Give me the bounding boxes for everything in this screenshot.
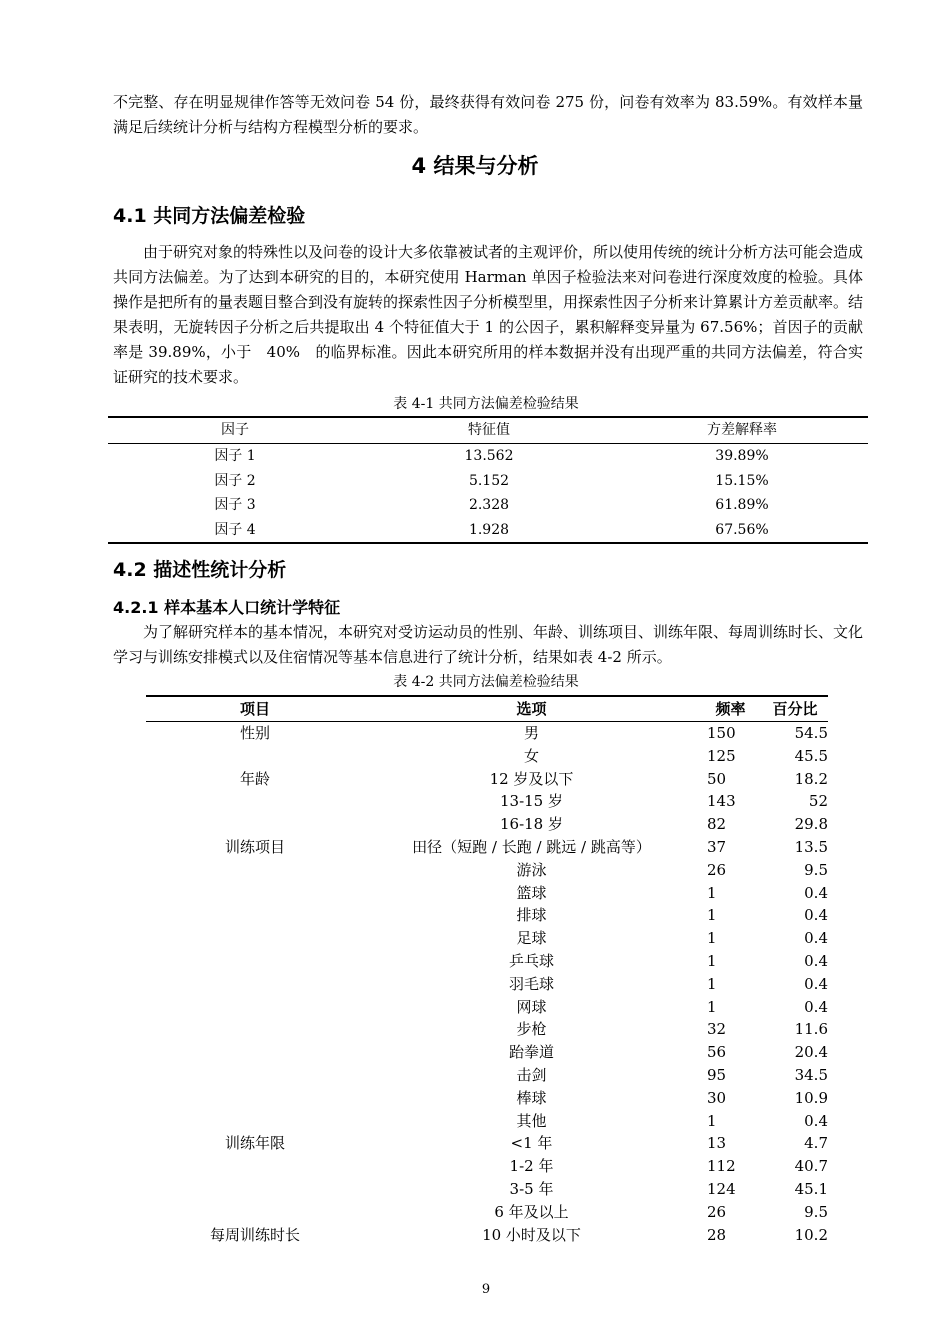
- table-row: [146, 1178, 828, 1201]
- table-header-row: [146, 696, 828, 722]
- table-cell: 跆拳道: [508, 1043, 554, 1062]
- table-cell: 16-18 岁: [499, 815, 563, 834]
- table-cell: 4.7: [804, 1134, 828, 1153]
- table-cell: 棒球: [516, 1088, 547, 1107]
- table-4-1-caption: 表 4-1 共同方法偏差检验结果: [393, 396, 579, 412]
- table-cell: 篮球: [516, 883, 547, 902]
- table-cell: 10 小时及以下: [482, 1225, 581, 1244]
- table-cell: 5.152: [468, 472, 510, 489]
- table-cell: 124: [707, 1179, 736, 1198]
- table-cell: 150: [707, 724, 736, 742]
- table-cell: 乒乓球: [508, 951, 554, 970]
- table-cell: 0.4: [804, 974, 828, 993]
- paragraph-4-2-1: 为了解研究样本的基本情况，本研究对受访运动员的性别、年龄、训练项目、训练年限、每周训练时长、文化学习与训练安排模式以及住宿情况等基本信息进行了统计分析，结果如表 4-2 所示。: [113, 623, 864, 666]
- table-cell: 39.89%: [715, 448, 769, 464]
- table-row: [146, 996, 828, 1019]
- table-4-2-caption: 表 4-2 共同方法偏差检验结果: [393, 674, 579, 690]
- table-row: [146, 1132, 828, 1155]
- table-cell: 0.4: [804, 906, 828, 925]
- table-cell: 羽毛球: [508, 974, 554, 993]
- table-4-1: [108, 416, 868, 544]
- table-cell: 1: [707, 883, 717, 902]
- table-cell: [146, 882, 364, 905]
- table-row: [146, 973, 828, 996]
- table-cell: 13.562: [464, 448, 514, 464]
- header-cell: 频率: [699, 696, 762, 722]
- table-cell: 54.5: [794, 724, 828, 742]
- table-cell: 9.5: [804, 860, 828, 879]
- table-cell: 45.1: [794, 1179, 828, 1198]
- table-4-1-body: [108, 444, 868, 544]
- subsection-title-4-2: 4.2 描述性统计分析: [113, 559, 287, 581]
- table-cell: [146, 859, 364, 882]
- table-cell: 男: [523, 724, 539, 742]
- table-cell: 37: [707, 837, 727, 856]
- subsection-title-4-1: 4.1 共同方法偏差检验: [113, 205, 306, 227]
- table-cell: 82: [707, 815, 727, 834]
- table-cell: 排球: [516, 906, 547, 925]
- table-cell: 训练年限: [224, 1134, 285, 1153]
- table-row: [146, 1224, 828, 1247]
- table-cell: 143: [707, 792, 736, 811]
- table-cell: 52: [808, 792, 828, 811]
- table-cell: 0.4: [804, 997, 828, 1016]
- table-row: [108, 518, 868, 544]
- table-row: [146, 1041, 828, 1064]
- table-cell: 125: [707, 746, 736, 765]
- table-cell: 40.7: [794, 1157, 828, 1176]
- table-cell: 击剑: [516, 1065, 547, 1084]
- table-cell: 女: [523, 746, 539, 765]
- table-row: [146, 1201, 828, 1224]
- section-title: 4 结果与分析: [411, 154, 539, 178]
- table-cell: 18.2: [794, 769, 828, 788]
- table-cell: 28: [707, 1225, 727, 1244]
- table-row: [108, 493, 868, 518]
- table-cell: 13-15 岁: [499, 792, 563, 811]
- table-row: [146, 722, 828, 745]
- table-cell: 1.928: [362, 518, 616, 544]
- table-cell: 性别: [239, 724, 270, 742]
- table-cell: 112: [707, 1157, 736, 1176]
- table-row: [146, 813, 828, 836]
- table-row: [146, 904, 828, 927]
- table-cell: 训练项目: [224, 837, 285, 856]
- table-cell: 1: [707, 1111, 717, 1130]
- table-header-row: [108, 417, 868, 444]
- table-cell: 45.5: [794, 746, 828, 765]
- table-cell: 年龄: [239, 769, 270, 788]
- table-cell: 1: [707, 929, 717, 948]
- table-cell: 6 年及以上: [494, 1202, 569, 1221]
- table-cell: 2.328: [468, 497, 510, 514]
- table-cell: 1: [707, 997, 717, 1016]
- table-cell: 50: [707, 769, 727, 788]
- table-cell: [146, 996, 364, 1019]
- table-row: [146, 1155, 828, 1178]
- table-cell: 1: [707, 951, 717, 970]
- table-cell: [146, 1087, 364, 1110]
- table-cell: 11.6: [794, 1020, 828, 1039]
- table-cell: 67.56%: [616, 518, 868, 544]
- table-cell: 0.4: [804, 929, 828, 948]
- table-row: [146, 768, 828, 791]
- intro-paragraph: 不完整、存在明显规律作答等无效问卷 54 份，最终获得有效问卷 275 份，问卷有效率为 83.59%。有效样本量满足后续统计分析与结构方程模型分析的要求。: [113, 93, 863, 136]
- table-row: [146, 745, 828, 768]
- table-cell: 30: [707, 1088, 727, 1107]
- table-cell: 因子 1: [214, 448, 256, 464]
- table-cell: 因子 4: [108, 518, 362, 544]
- header-cell: 特征值: [362, 417, 616, 444]
- table-cell: [146, 1178, 364, 1201]
- table-cell: 9.5: [804, 1202, 828, 1221]
- header-cell: 选项: [364, 696, 699, 722]
- table-cell: 0.4: [804, 951, 828, 970]
- table-cell: [146, 1041, 364, 1064]
- table-cell: 56: [707, 1043, 727, 1062]
- table-row: [146, 836, 828, 859]
- table-cell: 1: [707, 906, 717, 925]
- table-row: [146, 1018, 828, 1041]
- table-cell: [146, 1201, 364, 1224]
- table-row: [146, 882, 828, 905]
- page-number: 9: [481, 1282, 491, 1297]
- table-cell: 足球: [516, 929, 547, 948]
- table-cell: 29.8: [794, 815, 828, 834]
- table-cell: 游泳: [516, 860, 547, 879]
- header-cell: 百分比: [762, 696, 828, 722]
- table-row: [146, 950, 828, 973]
- table-cell: [146, 790, 364, 813]
- table-cell: 10.2: [794, 1225, 828, 1244]
- table-cell: 1: [707, 974, 717, 993]
- table-cell: 网球: [516, 997, 547, 1016]
- header-cell: 项目: [146, 696, 364, 722]
- table-cell: [146, 1018, 364, 1041]
- table-cell: [146, 973, 364, 996]
- table-cell: 26: [707, 860, 727, 879]
- table-row: [146, 927, 828, 950]
- table-cell: 步枪: [516, 1020, 547, 1039]
- table-cell: 61.89%: [715, 497, 769, 514]
- table-cell: [146, 745, 364, 768]
- table-row: [146, 859, 828, 882]
- table-cell: 1-2 年: [509, 1157, 554, 1176]
- subsubsection-title-4-2-1: 4.2.1 样本基本人口统计学特征: [113, 598, 341, 617]
- table-row: [108, 469, 868, 494]
- table-cell: 20.4: [794, 1043, 828, 1062]
- table-cell: 12 岁及以下: [489, 769, 574, 788]
- table-row: [146, 1064, 828, 1087]
- table-row: [146, 790, 828, 813]
- table-cell: 34.5: [794, 1065, 828, 1084]
- table-cell: 10.9: [794, 1088, 828, 1107]
- table-cell: [146, 1110, 364, 1133]
- table-cell: 每周训练时长: [209, 1225, 300, 1244]
- table-cell: 26: [707, 1202, 727, 1221]
- paragraph-4-1: 由于研究对象的特殊性以及问卷的设计大多依靠被试者的主观评价，所以使用传统的统计分析方法可能会造成共同方法偏差。为了达到本研究的目的，本研究使用 Harman 单因子检验法来对问卷进行深度效度的检验。具体操作是把所有的量表题目整合到没有旋转的探索性因子分析模型里，用探索性因子分析来计算累计方差贡献率。结果表明，无旋转因子分析之后共提取出 4 个特征值大于 1 的公因子，累积解释变异量为 67.56%；首因子的贡献率是 39.89%，小于 40% 的临界标准。因此本研究所用的样本数据并没有出现严重的共同方法偏差，符合实证研究的技术要求。: [113, 243, 864, 386]
- table-cell: 0.4: [804, 883, 828, 902]
- table-cell: [146, 1155, 364, 1178]
- table-cell: 95: [707, 1065, 727, 1084]
- table-cell: [146, 1064, 364, 1087]
- table-row: [146, 1087, 828, 1110]
- table-cell: [146, 813, 364, 836]
- table-row: [108, 444, 868, 469]
- table-cell: [146, 950, 364, 973]
- table-cell: 0.4: [804, 1111, 828, 1130]
- table-cell: 其他: [516, 1111, 547, 1130]
- table-cell: 13.5: [794, 837, 828, 856]
- table-cell: 因子 2: [214, 472, 256, 489]
- table-row: [146, 1110, 828, 1133]
- table-cell: [146, 904, 364, 927]
- table-cell: 13: [707, 1134, 727, 1153]
- header-cell: 方差解释率: [616, 417, 868, 444]
- table-cell: 32: [707, 1020, 727, 1039]
- table-cell: [146, 927, 364, 950]
- table-4-2-body: [146, 722, 828, 1247]
- table-cell: 因子 3: [214, 497, 256, 514]
- table-cell: <1 年: [510, 1134, 553, 1153]
- table-cell: 3-5 年: [509, 1179, 554, 1198]
- table-cell: 田径（短跑 / 长跑 / 跳远 / 跳高等）: [412, 837, 651, 856]
- table-4-2: [146, 695, 828, 1246]
- table-cell: 15.15%: [715, 472, 769, 489]
- header-cell: 因子: [108, 417, 362, 444]
